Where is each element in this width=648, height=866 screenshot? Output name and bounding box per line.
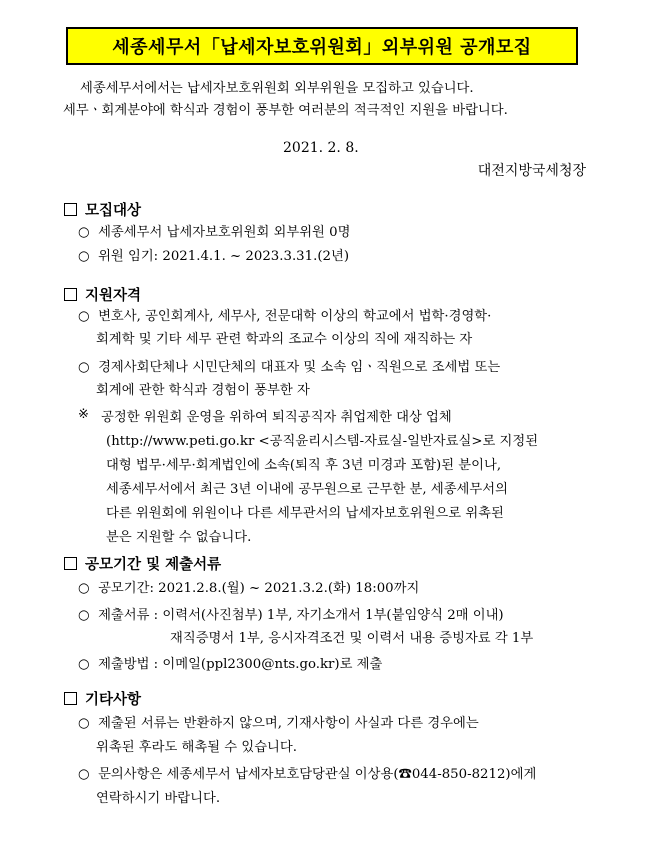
bullet-icon: ○ (78, 767, 90, 782)
checkbox-icon (64, 557, 77, 570)
section-etc-heading: 기타사항 (64, 688, 141, 709)
bullet-icon: ○ (78, 360, 90, 375)
note-line: 공정한 위원회 운영을 위하여 퇴직공직자 취업제한 대상 업체 (101, 410, 452, 425)
note-line: (http://www.peti.go.kr <공직윤리시스템-자료실-일반자료실>로 지정된 (106, 434, 539, 449)
list-item: ○ 변호사, 공인회계사, 세무사, 전문대학 이상의 학교에서 법학·경영학· (78, 309, 492, 324)
list-item: ○ 공모기간: 2021.2.8.(월) ~ 2021.3.2.(화) 18:00까지 (78, 581, 420, 596)
list-item-continuation: 위촉된 후라도 해촉될 수 있습니다. (96, 740, 297, 755)
issuer: 대전지방국세청장 (477, 163, 586, 179)
checkbox-icon (64, 203, 77, 216)
list-item: ○ 제출방법 : 이메일(ppl2300@nts.go.kr)로 제출 (78, 657, 383, 672)
bullet-icon: ○ (78, 657, 90, 672)
list-item: ○ 문의사항은 세종세무서 납세자보호담당관실 이상용(☎044-850-8212)에게 (78, 767, 537, 782)
checkbox-icon (64, 692, 77, 705)
bullet-icon: ○ (78, 309, 90, 324)
page-title: 세종세무서「납세자보호위원회」외부위원 공개모집 (66, 27, 578, 65)
list-item: ○ 제출서류 : 이력서(사진첨부) 1부, 자기소개서 1부(붙임양식 2매 이내) (78, 608, 504, 623)
list-item-continuation: 재직증명서 1부, 응시자격조건 및 이력서 내용 증빙자료 각 1부 (170, 631, 534, 646)
section-qual-heading: 지원자격 (64, 284, 141, 305)
bullet-icon: ○ (78, 716, 90, 731)
intro-line-2: 세무ㆍ회계분야에 학식과 경험이 풍부한 여러분의 적극적인 지원을 바랍니다. (63, 103, 508, 118)
bullet-icon: ○ (78, 225, 90, 240)
list-item: ○ 경제사회단체나 시민단체의 대표자 및 소속 임ㆍ직원으로 조세법 또는 (78, 360, 501, 375)
note-mark: ※ (78, 407, 89, 422)
list-item-continuation: 회계학 및 기타 세무 관련 학과의 조교수 이상의 직에 재직하는 자 (96, 332, 473, 347)
list-item: ○ 세종세무서 납세자보호위원회 외부위원 0명 (78, 225, 351, 240)
section-period-heading: 공모기간 및 제출서류 (64, 553, 221, 574)
checkbox-icon (64, 288, 77, 301)
note-line: 대형 법무·세무·회계법인에 소속(퇴직 후 3년 미경과 포함)된 분이나, (106, 458, 502, 473)
note-line: 다른 위원회에 위원이나 다른 세무관서의 납세자보호위원으로 위촉된 (106, 506, 504, 521)
section-recruit-heading: 모집대상 (64, 199, 141, 220)
intro-line-1: 세종세무서에서는 납세자보호위원회 외부위원을 모집하고 있습니다. (80, 81, 474, 96)
list-item: ○ 위원 임기: 2021.4.1. ~ 2023.3.31.(2년) (78, 249, 350, 264)
notice-date: 2021. 2. 8. (283, 140, 359, 156)
bullet-icon: ○ (78, 249, 90, 264)
list-item-continuation: 연락하시기 바랍니다. (96, 791, 221, 806)
note-line: 세종세무서에서 최근 3년 이내에 공무원으로 근무한 분, 세종세무서의 (106, 482, 508, 497)
bullet-icon: ○ (78, 581, 90, 596)
bullet-icon: ○ (78, 608, 90, 623)
list-item: ○ 제출된 서류는 반환하지 않으며, 기재사항이 사실과 다른 경우에는 (78, 716, 479, 731)
list-item-continuation: 회계에 관한 학식과 경험이 풍부한 자 (96, 383, 310, 398)
note-line: 분은 지원할 수 없습니다. (106, 530, 252, 545)
